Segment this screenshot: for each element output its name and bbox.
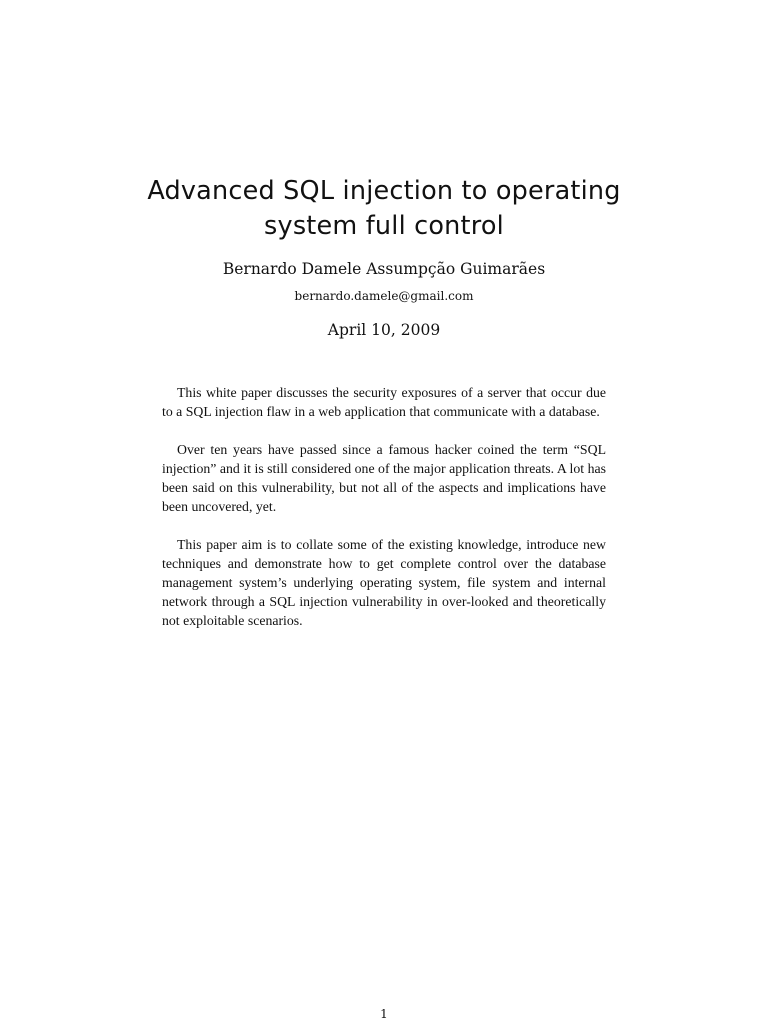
abstract	[162, 383, 606, 649]
abstract-paragraph: This paper aim is to collate some of the existing knowledge, introduce new techniques and demonstrate how to get complete control over the database management system’s underlying operating system, file system and internal network through a SQL injection vulnerability in over-looked and theoretically not exploitable scenarios.	[162, 537, 606, 628]
paper-title-line-2: system full control	[264, 211, 504, 241]
author-email: bernardo.damele@gmail.com	[294, 289, 474, 303]
abstract-paragraph: This white paper discusses the security exposures of a server that occur due to a SQL injection flaw in a web application that communicate with a database.	[162, 385, 606, 419]
abstract-paragraph: Over ten years have passed since a famous hacker coined the term “SQL injection” and it is still considered one of the major application threats. A lot has been said on this vulnerability, but not all of the aspects and implications have been uncovered, yet.	[162, 442, 606, 514]
author-name: Bernardo Damele Assumpção Guimarães	[222, 260, 546, 278]
page-number: 1	[380, 1007, 388, 1021]
paper-title	[60, 174, 708, 244]
publication-date: April 10, 2009	[327, 321, 441, 339]
paper-title-line-1: Advanced SQL injection to operating	[147, 176, 621, 206]
